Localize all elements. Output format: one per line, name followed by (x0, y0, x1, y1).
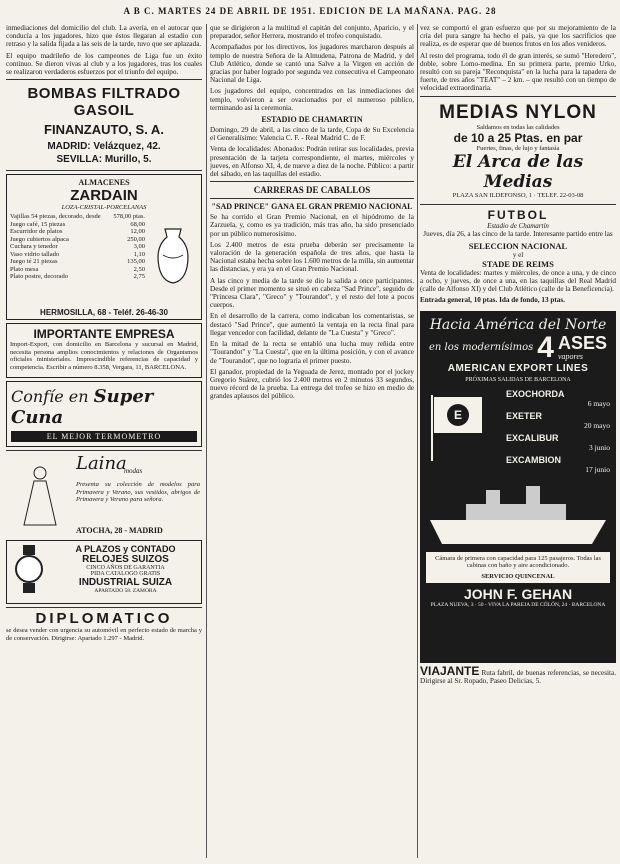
ad-address: MADRID: Velázquez, 42. (47, 141, 161, 153)
item-price: 12,00 (130, 228, 145, 236)
price-row (10, 266, 145, 274)
sailing-item (506, 411, 610, 430)
ad-title: MEDIAS NYLON (439, 101, 597, 123)
price-row (10, 236, 145, 244)
price-list (10, 213, 145, 281)
item-label: Vajillas 54 piezas, decorado, desde (10, 213, 101, 221)
ad-brand: Super Cuna (11, 386, 154, 429)
svg-text:E: E (453, 407, 463, 422)
ad-body: se desea vender con urgencia su automóvil en perfecto estado de marcha y de conservación. Dirigirse: Apartado 1.297 - Madrid. (6, 627, 202, 642)
ad-ship (420, 311, 616, 663)
price-row (10, 243, 145, 251)
price-row (10, 273, 145, 281)
sailing-item (506, 433, 610, 452)
ad-line: AMERICAN EXPORT LINES (447, 362, 589, 374)
ad-top: ALMACENES (78, 178, 130, 188)
item-label: Escurridor de platos (10, 228, 63, 236)
article-text: En la mitad de la recta se entabló una lucha muy reñida entre "Tourandot" y "La Cuesta", que en la última posición, y con el avance de "Tourandot", que no lograría el primer puesto. (210, 340, 414, 365)
ship-name: EXETER (506, 410, 543, 421)
article-text: El equipo madrileño de los campeones de Liga fue un éxito continuo. Se dieron vivas al club y a los jugadores, tras los cuales se realizaron verdaderos esfuerzos por el triunfo del equipo. (6, 51, 202, 77)
ad-brand: ZARDAIN (70, 187, 138, 205)
ad-line: vapores (557, 352, 583, 362)
ad-title: IMPORTANTE EMPRESA (33, 327, 175, 342)
ad-subtitle: LOZA-CRISTAL-PORCELANAS (61, 204, 147, 212)
ad-line: Saldamos en todas las calidades (476, 123, 560, 131)
ad-zardain (6, 174, 202, 320)
item-price: 68,00 (130, 220, 145, 228)
article-text: A las cinco y media de la tarde se dio la salida a once participantes. Desde el primer momento se situó en cabeza "Sad Prince", seguido de "Princesa Clara", "Greco" y "Tourandot", y el resto del lote a pocos cuerpos. (210, 276, 414, 310)
dress-figure-icon (10, 463, 70, 533)
ad-body: Venta de localidades: martes y miércoles, de once a una, y de cinco a ocho, y jueves, de once a una, en las taquillas del Real Madrid (calle de Alfonso XI) y del Club Atlético (calle de la Beneficencia). (420, 268, 616, 294)
item-price: 3,00 (133, 243, 145, 251)
ad-slogan: en los modernísimos (429, 342, 534, 354)
ad-tagline: EL MEJOR TERMOMETRO (11, 431, 197, 442)
ad-title: BOMBAS FILTRADO GASOIL (27, 85, 181, 120)
ad-address: PLAZA NUEVA, 3 · 50 - VIVA LA PAREJA DE CÓLÓN, 24 · BARCELONA (430, 601, 606, 608)
ship-name: EXCALIBUR (506, 432, 559, 443)
ad-line: PIDA CATALOGO GRATIS (90, 571, 161, 578)
item-price: 2,75 (133, 273, 145, 281)
item-label: Plato postre, decorado (10, 273, 68, 281)
ad-brand: INDUSTRIAL SUIZA (78, 577, 173, 589)
ad-note: PRÓXIMAS SALIDAS DE BARCELONA (465, 376, 571, 383)
column-rule (206, 24, 207, 858)
ad-line: SERVICIO QUINCENAL (481, 572, 555, 580)
ship-icon (426, 480, 610, 550)
ad-prices: Entrada general, 10 ptas. Ida de fondo, 13 ptas. (420, 296, 565, 305)
vase-icon (151, 225, 195, 285)
ad-line: y el (512, 250, 524, 259)
ad-line: Jueves, día 26, a las cinco de la tarde. Interesante partido entre las (423, 229, 613, 238)
ad-title: DIPLOMATICO (35, 610, 173, 628)
price-row (10, 213, 145, 221)
article-text: Los 2.400 metros de esta prueba deberán ser precisamente la valoración de la generación española de tres años, que hasta la Nacional estaba hecha sobre los 1.600 metros de la milla, sin aumentar las distancias, y era ya en el Gran Premio Nacional. (210, 240, 414, 274)
page-header: A B C. MARTES 24 DE ABRIL DE 1951. EDICION DE LA MAÑANA. PAG. 28 (123, 6, 497, 16)
ad-body: Presenta su colección de modelos para Primavera y Verano, sus vestidos, abrigos de Primavera y Verano para señora. (76, 481, 200, 504)
article-text: En el desarrollo de la carrera, como indicaban los comentaristas, se destacó "Sad Prince", que aumentó la ventaja en la recta final para llegar vencedor con facilidad, delante de "La Cuesta" y "Greco". (210, 312, 414, 337)
ad-footer: HERMOSILLA, 68 - Teléf. 26-46-30 (40, 308, 168, 318)
item-label: Cuchara y tenedor (10, 243, 58, 251)
sailing-date: 3 junio (588, 442, 610, 452)
item-label: Juego cubiertos alpaca (10, 235, 69, 243)
watch-icon (11, 545, 47, 593)
ad-address: PLAZA SAN ILDEFONSO, 1 · TELEF. 22-03-08 (452, 191, 584, 199)
price-row (10, 221, 145, 229)
ad-company: FINANZAUTO, S. A. (44, 122, 164, 138)
ad-address: APARTADO 58. ZAMORA (94, 588, 157, 595)
ad-agent: JOHN F. GEHAN (463, 585, 573, 602)
item-label: Juego café, 15 piezas (10, 220, 66, 228)
sailing-list (506, 389, 610, 474)
ad-subtitle: modas (124, 467, 143, 476)
ad-venue: Estadio de Chamartín (487, 221, 549, 230)
ad-line: CINCO AÑOS DE GARANTIA (86, 565, 165, 572)
ad-viajante (420, 663, 616, 685)
ad-medias (420, 100, 616, 201)
article-text: que se dirigieron a la multitud el capitán del conjunto, Aparicio, y el preparador, señor Herrera, mostrando el trofeo conquistado. (210, 24, 414, 41)
ad-empresa (6, 323, 202, 378)
section-heading: CARRERAS DE CABALLOS (253, 185, 371, 196)
price-row (10, 258, 145, 266)
column-rule (417, 24, 418, 858)
article-text: Se ha corrido el Gran Premio Nacional, en el hipódromo de la Zarzuela, y, como es ya tradición, más tras año, ha sido presenciado por un público numerosísimo. (210, 213, 414, 238)
article-text: vez se comportó el gran esfuerzo que por su mejoramiento de la cría del pura sangre ha hecho el país, ya que los sacrificios que realiza, es de esperar que dé buenos frutos en los años venideros. (420, 24, 616, 49)
sailing-date: 17 junio (585, 464, 610, 474)
sailing-item (506, 455, 610, 474)
ad-line: A PLAZOS y CONTADO (75, 544, 176, 555)
article-text: Venta de localidades: Abonados: Podrán retirar sus localidades, previa presentación de la tarjeta correspondiente, el martes, miércoles y jueves, en Alfonso XI, 4, de nueve a diez de la noche. Público: a partir del sábado, en las taquillas del estadio. (210, 145, 414, 179)
ad-title: FUTBOL (487, 207, 549, 222)
team-name: SELECCION NACIONAL (468, 240, 568, 251)
column-middle (210, 24, 414, 858)
ad-body: Ruta fabril, de buenas referencias, se necesita. Dirigirse al Sr. Ropado, Paseo Delicias, 5. (420, 668, 616, 685)
article-text: inmediaciones del domicilio del club. La avería, en el autocar que conducía a los jugadores, hizo que éstos llegaran al estadio con retraso y la salida fijada a las seis de la tarde, tuvo que ser aplazada. (6, 24, 202, 49)
ad-address: SEVILLA: Murillo, 5. (56, 154, 152, 166)
team-name: STADE DE REIMS (482, 258, 554, 269)
item-label: Juego té 21 piezas (10, 258, 58, 266)
ad-address: ATOCHA, 28 - MADRID (76, 526, 163, 536)
ad-gasoil (6, 83, 202, 167)
ad-brand: El Arca de las Medias (452, 151, 584, 192)
ad-laina (6, 450, 202, 537)
ad-brand: Laina (76, 453, 127, 475)
ad-futbol (420, 208, 616, 305)
article-text: Domingo, 29 de abril, a las cinco de la tarde, Copa de Su Excelencia el Generalísimo: Valencia C. F. - Real Madrid C. de F. (210, 126, 414, 143)
price-row (10, 251, 145, 259)
ad-body: Import-Export, con domicilio en Barcelona y sucursal en Madrid, necesita persona amplios conocimientos y relaciones de Organismos oficiales ministeriales. Imprescindible referencias de capacidad y competencia. Escribir a número 8.358, Vergara, 11, BARCELONA. (10, 341, 198, 371)
section-heading: ESTADIO DE CHAMARTIN (261, 115, 363, 125)
ad-note: Cámara de primera con capacidad para 125 pasajeros. Todas las cabinas con baño y aire acondicionado. (435, 554, 601, 570)
sailing-date: 6 mayo (587, 398, 610, 408)
sailing-date: 20 mayo (583, 420, 610, 430)
column-left (6, 24, 202, 858)
ad-word: ASES (557, 333, 607, 354)
item-price: 1,10 (133, 250, 145, 258)
ship-name: EXCAMBION (506, 454, 562, 465)
sailing-item (506, 389, 610, 408)
article-text: Acompañados por los directivos, los jugadores marcharon después al templo de nuestra Señora de la Almudena, Patrona de Madrid, y del Club Atlético, donde se cantó una Salve a la Virgen en acción de gracias por haber logrado por segunda vez consecutiva el Campeonato Nacional de Liga. (210, 43, 414, 85)
ship-name: EXOCHORDA (506, 388, 565, 399)
item-label: Vaso vidrio tallado (10, 250, 60, 258)
item-price: 250,00 (127, 235, 145, 243)
ad-cuna (6, 381, 202, 447)
item-label: Plato mesa (10, 265, 39, 273)
flag-icon (428, 393, 488, 463)
article-text: El ganador, propiedad de la Yeguada de Jerez, montado por el jockey Gregorio Suárez, cubrió los 2.400 metros en 2 minutos 33 segundos, nuevo récord de la prueba. La entrega del trofeo se hizo en medio de grandes aplausos del público. (210, 367, 414, 401)
ad-price: de 10 a 25 Ptas. en par (453, 130, 583, 145)
ad-line: Confíe en (11, 387, 89, 407)
article-text: Al resto del programa, todo él de gran interés, se sumó "Heredero", doble, sobre Lomo-medina. En su primera parte, premio Urko, resultó con su pareja "Reconquista" en la lucha para la tapadera de fuerte, de tres años "TEAT" – 2 km. – que resultó con un tiempo de velocidad extraordinaria. (420, 51, 616, 93)
ad-line: RELOJES SUIZOS (82, 554, 169, 566)
price-row (10, 228, 145, 236)
column-right (420, 24, 616, 858)
ad-count: 4 (537, 330, 554, 364)
item-price: 2,50 (133, 265, 145, 273)
item-price: 578,00 ptas. (113, 213, 145, 221)
article-headline: "SAD PRINCE" GANA EL GRAN PREMIO NACIONAL (211, 202, 413, 212)
item-price: 135,00 (127, 258, 145, 266)
ad-title: VIAJANTE (420, 663, 480, 678)
ad-line: Fuertes, finas, de lujo y fantasía (476, 144, 560, 152)
ad-diplomatico (6, 607, 202, 642)
ad-plazos (6, 540, 202, 604)
article-text: Los jugadores del equipo, concentrados en las inmediaciones del templo, volvieron a ser ovacionados por el numeroso público, terminando así la ceremonia. (210, 87, 414, 112)
ad-slogan: Hacia América del Norte (429, 316, 607, 333)
